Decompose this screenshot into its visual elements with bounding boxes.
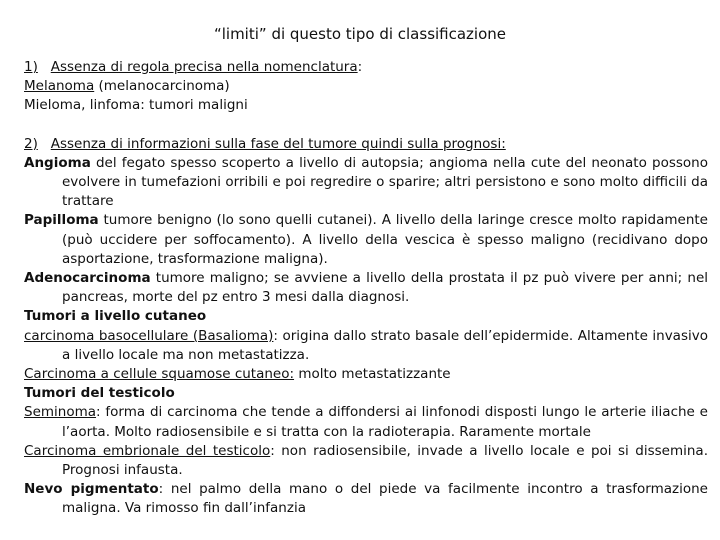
basalioma-text: : origina dallo strato basale dell’epidermide. Altamente invasivo a livello locale ma non metastatizza. — [62, 327, 708, 363]
papilloma-term: Papilloma — [24, 212, 99, 229]
section2-heading-text: Assenza di informazioni sulla fase del tumore quindi sulla prognosi: — [50, 135, 506, 152]
melanoma-term: Melanoma — [24, 78, 95, 95]
adenocarcinoma-text: tumore maligno; se avviene a livello della prostata il pz può vivere per anni; nel pancreas, morte del pz entro 3 mesi dalla diagnosi. — [62, 270, 708, 306]
papilloma-text: tumore benigno (lo sono quelli cutanei). A livello della laringe cresce molto rapidamente (può uccidere per soffocamento). A livello della vescica è spesso maligno (recidivano dopo asportazione, trasformazione maligna). — [62, 212, 708, 267]
squamose-text: molto metastatizzante — [294, 366, 451, 383]
embrionale-text: : non radiosensibile, invade a livello locale e poi si dissemina. Prognosi infausta. — [62, 442, 708, 479]
section2-heading — [24, 135, 708, 154]
embrionale-paragraph — [24, 442, 708, 480]
spacer — [24, 116, 708, 135]
nevo-paragraph — [24, 480, 708, 518]
adenocarcinoma-paragraph — [24, 269, 708, 307]
angioma-term: Angioma — [24, 154, 91, 171]
melanoma-line — [24, 77, 708, 96]
squamose-paragraph — [24, 365, 708, 384]
squamose-term: Carcinoma a cellule squamose cutaneo: — [24, 366, 295, 383]
papilloma-paragraph — [24, 211, 708, 269]
seminoma-term: Seminoma — [24, 404, 97, 421]
section1-number: 1) — [24, 59, 38, 75]
adenocarcinoma-term: Adenocarcinoma — [24, 270, 151, 287]
section1-heading-text: Assenza di regola precisa nella nomenclatura — [50, 59, 358, 75]
section1-heading-suffix: : — [357, 59, 363, 75]
testicolo-heading: Tumori del testicolo — [24, 385, 175, 402]
nevo-text: : nel palmo della mano o del piede va facilmente incontro a trasformazione maligna. Va rimosso fin dall’infanzia — [62, 481, 708, 517]
angioma-text: del fegato spesso scoperto a livello di autopsia; angioma nella cute del neonato possono evolvere in tumefazioni orribili e poi regredire o sparire; altri persistono e sono molto difficili da trattare — [62, 154, 708, 210]
seminoma-paragraph — [24, 403, 708, 441]
seminoma-text: : forma di carcinoma che tende a diffondersi ai linfonodi disposti lungo le arterie iliache e l’aorta. Molto radiosensibile e si tratta con la radioterapia. Raramente mortale — [62, 404, 708, 440]
section1-heading — [24, 58, 708, 77]
melanoma-text: (melanocarcinoma) — [94, 78, 230, 95]
slide-body — [24, 58, 708, 519]
mieloma-line: Mieloma, linfoma: tumori maligni — [24, 97, 248, 114]
cutanei-heading: Tumori a livello cutaneo — [24, 308, 207, 325]
basalioma-paragraph — [24, 327, 708, 365]
basalioma-term: carcinoma basocellulare (Basalioma) — [24, 327, 274, 344]
nevo-term: Nevo pigmentato — [24, 481, 159, 498]
section2-number: 2) — [24, 135, 38, 152]
angioma-paragraph — [24, 154, 708, 212]
slide-title: “limiti” di questo tipo di classificazione — [213, 25, 507, 43]
embrionale-term: Carcinoma embrionale del testicolo — [24, 442, 271, 459]
